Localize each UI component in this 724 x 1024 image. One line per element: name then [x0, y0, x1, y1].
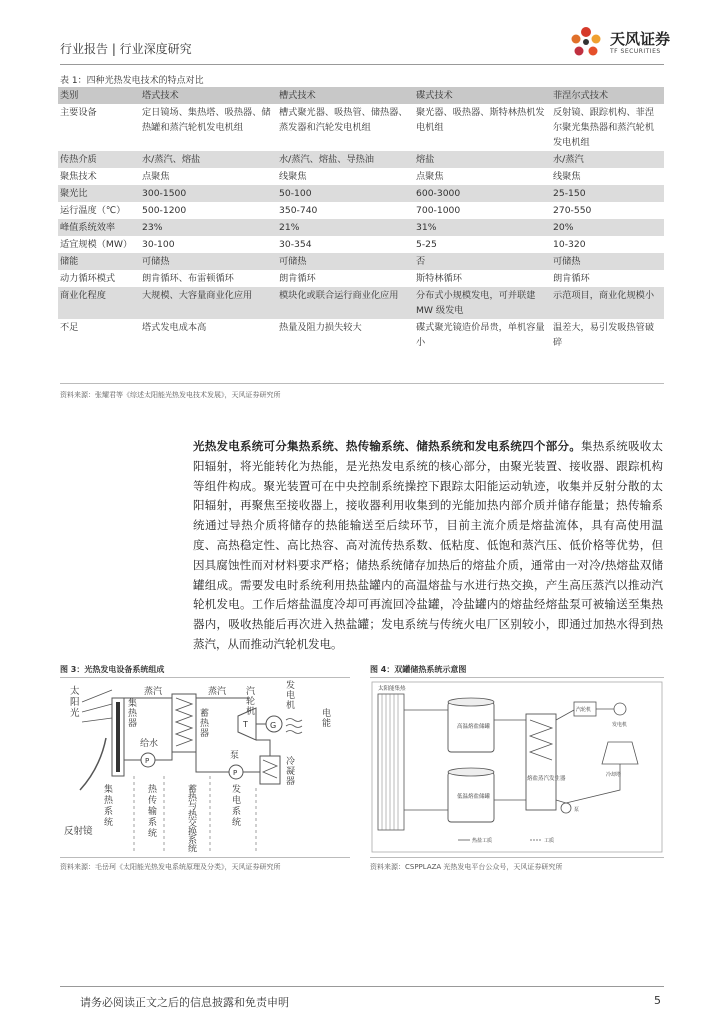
- table-cell: 23%: [140, 219, 277, 236]
- table-cell: 温差大，易引发吸热管破碎: [553, 322, 655, 348]
- paragraph-lead: 光热发电系统可分集热系统、热传输系统、储热系统和发电系统四个部分。: [193, 439, 581, 453]
- figure4-diagram: [370, 680, 664, 855]
- fig4-pump-icon: [561, 803, 571, 813]
- figure4-bottom-divider: [370, 857, 664, 858]
- table-row: [58, 151, 664, 168]
- table-row: [58, 104, 664, 151]
- fig4-steam-gen-label: 熔盐蒸汽发生器: [527, 776, 566, 782]
- fig4-pump-label: 泵: [574, 807, 580, 813]
- table-title: 表 1：四种光热发电技术的特点对比: [60, 76, 204, 86]
- table-cell: 点聚焦: [142, 171, 170, 182]
- table-cell: 线聚焦: [279, 171, 307, 182]
- table-cell: 点聚焦: [416, 171, 444, 182]
- figure3-diagram: [60, 680, 350, 855]
- table-cell: 水/蒸汽: [551, 151, 664, 168]
- fig3-pump2-p: P: [233, 769, 238, 777]
- fig3-sun-rays: [82, 690, 112, 722]
- table-cell: 350-740: [279, 205, 318, 216]
- column-header: 槽式技术: [277, 87, 414, 104]
- table-cell: 20%: [551, 219, 664, 236]
- table-row: [58, 168, 664, 185]
- table-cell: 碟式聚光镜造价昂贵，单机容量小: [416, 322, 545, 348]
- table-cell: 不足: [60, 322, 79, 333]
- fig4-tower-label: 冷却塔: [606, 772, 622, 778]
- body-paragraph: [193, 437, 663, 655]
- logo-flower-icon: [566, 22, 606, 62]
- table-cell: 槽式聚光器、吸热管、储热器、蒸发器和汽轮发电机组: [279, 107, 408, 133]
- fig3-collector-tube: [116, 702, 120, 772]
- figure4-title: 图 4：双罐储热系统示意图: [370, 665, 467, 674]
- table-cell: 斯特林循环: [416, 273, 462, 284]
- fig4-legend-hot-label: 热盐工质: [472, 838, 493, 844]
- logo-name-cn: 天风证券: [610, 30, 671, 48]
- table-cell: 熔盐: [414, 151, 551, 168]
- fig3-sun-label: 太阳光: [70, 686, 80, 719]
- fig4-generator-icon: [614, 703, 626, 715]
- table-row: [58, 287, 664, 319]
- fig3-pump-label: 泵: [230, 751, 240, 761]
- table-cell: 聚焦技术: [60, 171, 97, 182]
- table-cell: 传热介质: [58, 151, 140, 168]
- table-cell: 25-150: [551, 185, 664, 202]
- table-cell: 示范项目，商业化规模小: [551, 287, 664, 319]
- fig3-pump1-p: P: [145, 757, 150, 765]
- fig3-power-label: 电能: [322, 709, 332, 729]
- figure3-source: 资料来源：毛岳珂《太阳能光热发电系统原理及分类》，天风证券研究所: [60, 863, 281, 871]
- table-cell: 储能: [58, 253, 140, 270]
- table-cell: 500-1200: [142, 205, 187, 216]
- table-cell: 峰值系统效率: [58, 219, 140, 236]
- table-cell: 主要设备: [60, 107, 97, 118]
- table-cell: 聚光器、吸热器、斯特林热机发电机组: [416, 107, 545, 133]
- table-cell: 水/蒸汽、熔盐、导热油: [277, 151, 414, 168]
- table-cell: 可储热: [140, 253, 277, 270]
- table-header-row: [58, 87, 664, 104]
- table-cell: 定日镜场、集热塔、吸热器、储热罐和蒸汽轮机发电机组: [142, 107, 271, 133]
- fig4-legend-cold-label: 工质: [544, 838, 555, 844]
- footer-notice: 请务必阅读正文之后的信息披露和免责申明: [80, 996, 289, 1009]
- table-cell: 朗肯循环: [279, 273, 316, 284]
- fig3-steam2-label: 蒸汽: [208, 687, 227, 697]
- fig4-hot-tank-label: 高温熔盐储罐: [457, 724, 491, 730]
- table-cell: 塔式发电成本高: [142, 322, 207, 333]
- table-cell: 运行温度（℃）: [60, 205, 126, 216]
- table-cell: 适宜规模（MW）: [60, 239, 133, 250]
- fig3-turbine-label: 汽轮机: [246, 687, 256, 717]
- fig3-feedwater-label: 给水: [140, 739, 159, 749]
- figure4-top-divider: [370, 677, 664, 678]
- table-source-divider: [60, 383, 664, 384]
- table-cell: 600-3000: [414, 185, 551, 202]
- table-cell: 热量及阻力损失较大: [279, 322, 362, 333]
- table-cell: 21%: [277, 219, 414, 236]
- table-cell: 模块化或联合运行商业化应用: [277, 287, 414, 319]
- fig4-generator-label: 发电机: [612, 722, 628, 728]
- fig3-generator-g: G: [270, 721, 277, 730]
- table-cell: 水/蒸汽、熔盐: [140, 151, 277, 168]
- fig4-cooling-tower-icon: [602, 742, 638, 764]
- table-cell: 270-550: [553, 205, 592, 216]
- fig3-storage-label: 蓄热器: [200, 709, 210, 739]
- fig3-generator-label: 发电机: [286, 681, 296, 711]
- fig3-steam1-label: 蒸汽: [144, 687, 163, 697]
- table-cell: 商业化程度: [58, 287, 140, 319]
- header-divider: [60, 64, 664, 65]
- table-row: [58, 270, 664, 287]
- fig4-turbine-label: 汽轮机: [576, 707, 592, 713]
- column-header: 类别: [58, 87, 140, 104]
- table-cell: 大规模、大容量商业化应用: [140, 287, 277, 319]
- table-row: [58, 319, 664, 351]
- table-cell: 分布式小规模发电，可并联建 MW 级发电: [414, 287, 551, 319]
- fig3-system-label-transfer: 热传输系统: [148, 785, 158, 839]
- fig4-field-label: 太阳能集热: [378, 686, 406, 692]
- report-section-label: 行业报告 | 行业深度研究: [60, 42, 192, 56]
- table-cell: 700-1000: [416, 205, 461, 216]
- table-cell: 300-1500: [140, 185, 277, 202]
- column-header: 菲涅尔式技术: [551, 87, 664, 104]
- table-row: [58, 185, 664, 202]
- fig3-turbine-t: T: [243, 720, 248, 729]
- fig3-system-label-collection: 集热系统: [104, 785, 114, 828]
- column-header: 塔式技术: [140, 87, 277, 104]
- logo-name-en: TF SECURITIES: [610, 48, 661, 55]
- table-cell: 可储热: [277, 253, 414, 270]
- table-cell: 反射镜、跟踪机构、菲涅尔聚光集热器和蒸汽轮机发电机组: [553, 107, 655, 148]
- page-number: 5: [654, 994, 661, 1007]
- table-row: [58, 253, 664, 270]
- table-cell: 朗肯循环: [553, 273, 590, 284]
- table-cell: 朗肯循环、布雷顿循环: [142, 273, 234, 284]
- fig4-hot-tank-top: [448, 698, 494, 706]
- table-row: [58, 219, 664, 236]
- figure4-source: 资料来源：CSPPLAZA 光热发电平台公众号，天风证券研究所: [370, 863, 563, 871]
- figure3-top-divider: [60, 677, 350, 678]
- figure3-title: 图 3：光热发电设备系统组成: [60, 665, 165, 674]
- fig3-mirror-label: 反射镜: [64, 826, 93, 837]
- table-cell: 30-100: [142, 239, 175, 250]
- table-cell: 30-354: [279, 239, 312, 250]
- table-row: [58, 236, 664, 253]
- table-cell: 10-320: [553, 239, 586, 250]
- brand-logo: [566, 22, 686, 62]
- figure3-bottom-divider: [60, 857, 350, 858]
- table-cell: 31%: [414, 219, 551, 236]
- comparison-table: [58, 87, 664, 351]
- paragraph-body: 集热系统吸收太阳辐射，将光能转化为热能，是光热发电系统的核心部分，由聚光装置、接收器、跟踪机构等组件构成。聚光装置可在中央控制系统操控下跟踪太阳能运动轨迹，收集并反射分散的太阳辐射，再聚焦至接收器上，接收器利用收集到的光能加热内部介质并储存能量；热传输系统通过导热介质将储存的热能输送至后续环节，目前主流介质是熔盐流体，具有高使用温度、高热稳定性、高比热容、高对流传热系数、低粘度、低饱和蒸汽压、低价格等优势，但因具腐蚀性而对材料要求严格；储热系统储存加热后的熔盐介质，通常由一对冷/热熔盐双储罐组成。需要发电时系统利用热盐罐内的高温熔盐与水进行热交换，产生高压蒸汽以推动汽轮机发电。工作后熔盐温度冷却可再流回冷盐罐，冷盐罐内的熔盐经熔盐泵可被输送至集热器内，吸收热能后再次进入热盐罐；发电系统与传统火电厂区别较小，即通过加热水得到热蒸汽，从而推动汽轮机发电。: [193, 439, 664, 651]
- fig3-system-labels: [104, 783, 241, 855]
- fig3-power-wave-icon: [286, 719, 302, 734]
- fig3-system-label-generation: 发电系统: [232, 785, 242, 828]
- table-cell: 否: [414, 253, 551, 270]
- table-cell: 动力循环模式: [60, 273, 116, 284]
- fig3-condenser-label: 冷凝器: [286, 757, 296, 787]
- table-cell: 聚光比: [58, 185, 140, 202]
- column-header: 碟式技术: [414, 87, 551, 104]
- fig3-mirror-icon: [80, 738, 106, 790]
- table-row: [58, 202, 664, 219]
- table-cell: 线聚焦: [553, 171, 581, 182]
- table-cell: 5-25: [416, 239, 437, 250]
- fig3-system-label-storage: 蓄热与热交换系统: [188, 785, 198, 855]
- fig3-collector-label: 集热器: [128, 699, 138, 729]
- table-cell: 可储热: [551, 253, 664, 270]
- table-cell: 50-100: [277, 185, 414, 202]
- footer-divider: [60, 986, 664, 987]
- fig4-cold-tank-label: 低温熔盐储罐: [457, 794, 491, 800]
- table-source: 资料来源：张耀君等《综述太阳能光热发电技术发展》，天风证券研究所: [60, 391, 281, 399]
- fig4-cold-tank-top: [448, 768, 494, 776]
